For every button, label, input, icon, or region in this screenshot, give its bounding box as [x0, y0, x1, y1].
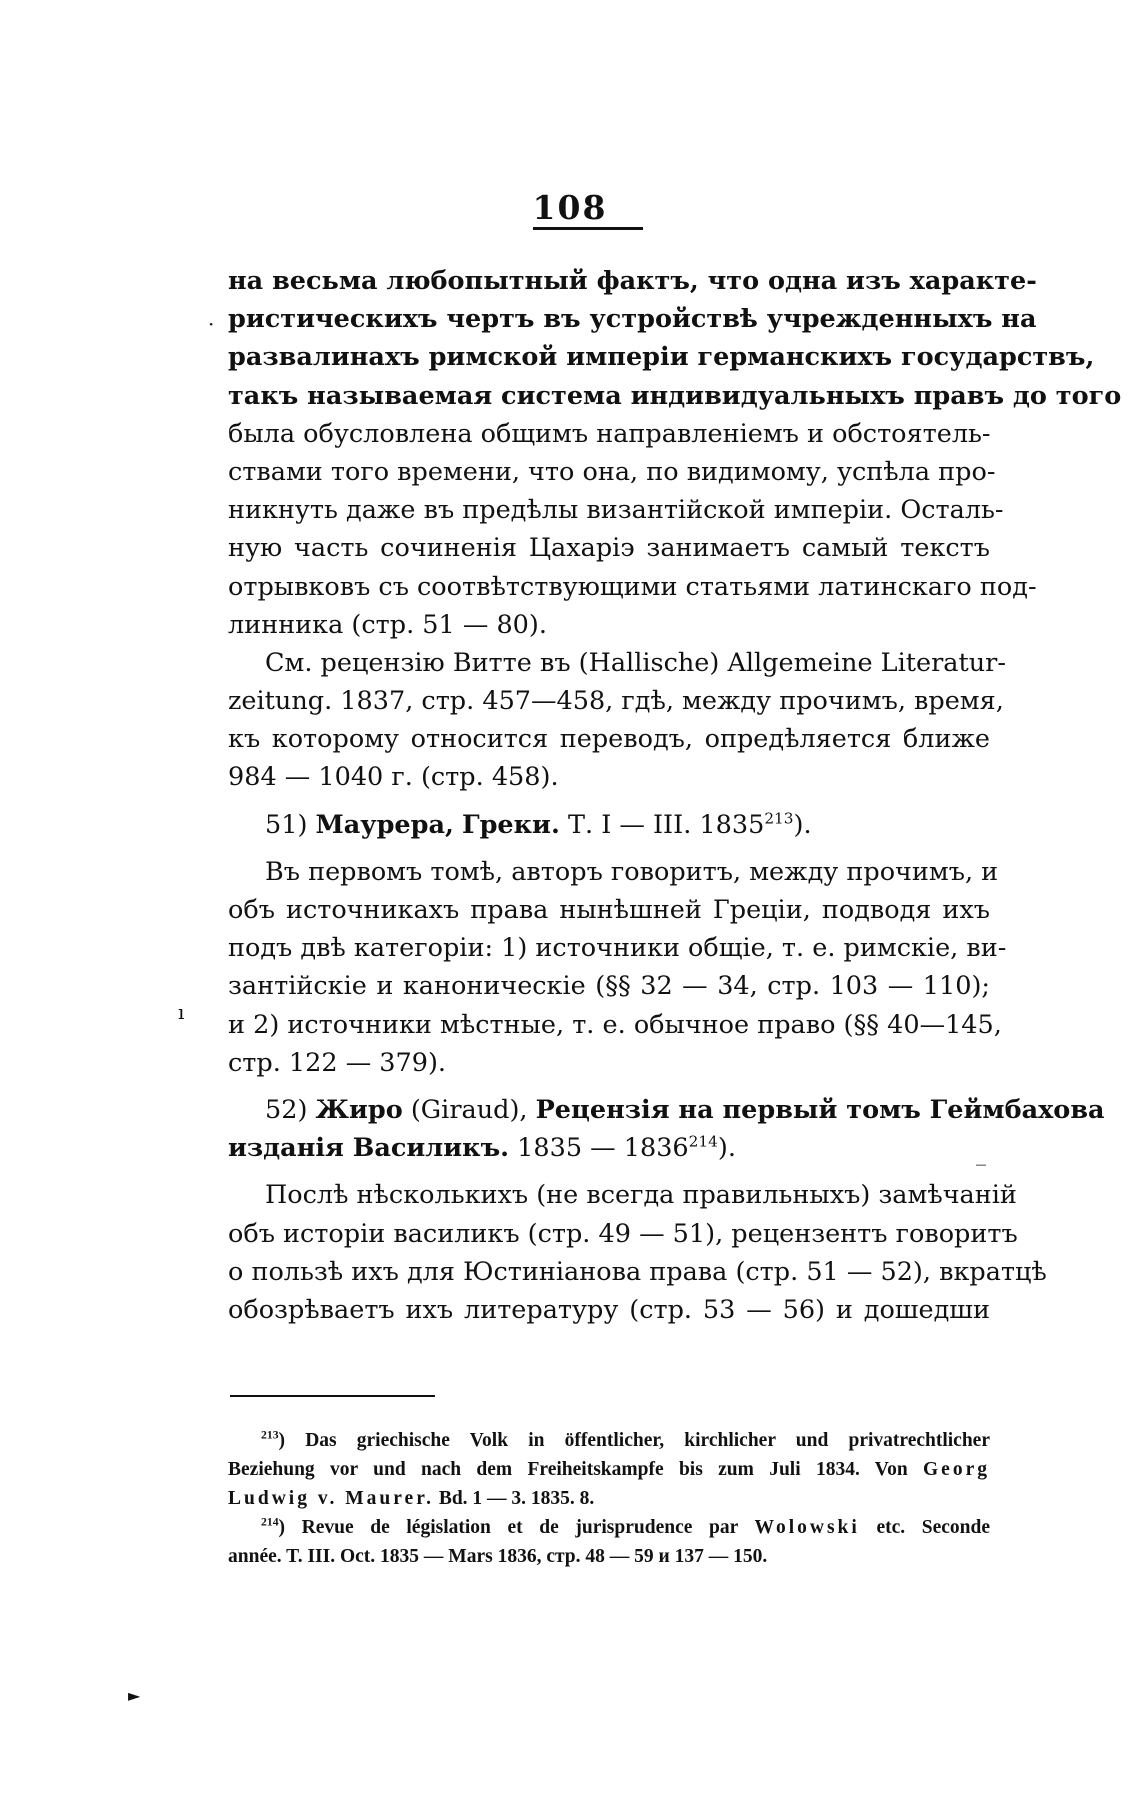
- text-line: линника (стр. 51 — 80).: [228, 609, 547, 640]
- footnote-separator: [230, 1395, 435, 1397]
- entry-details: 1835 — 1836: [517, 1133, 689, 1164]
- footnote-line: année. T. III. Oct. 1835 — Mars 1836, стр. 48 — 59 и 137 — 150.: [228, 1546, 768, 1567]
- footnote-mark: 213: [261, 1428, 279, 1442]
- footnote-mark: 214: [261, 1515, 279, 1529]
- bibliography-entry-51: [228, 806, 990, 844]
- text-line: обозрѣваетъ ихъ литературу (стр. 53 — 56) и дошедши: [228, 1294, 990, 1325]
- footnote-text: ) Revue de législation et de jurisprudence par: [278, 1517, 738, 1538]
- margin-speck: ·: [208, 312, 215, 336]
- entry-author: Маурера,: [315, 809, 454, 840]
- footnote-author: Ludwig v. Maurer.: [228, 1488, 434, 1509]
- text-line: Послѣ нѣсколькихъ (не всегда правильныхъ) замѣчаній: [265, 1180, 1017, 1211]
- footnote-line: [228, 1484, 990, 1513]
- text-line: на весьма любопытный фактъ, что одна изъ характе-: [228, 266, 1037, 296]
- entry-title: изданія Василикъ.: [228, 1133, 510, 1164]
- margin-speck: ı: [178, 1000, 185, 1024]
- bibliography-entry-52-cont: [228, 1129, 990, 1167]
- text-line: отрывковъ съ соотвѣтствующими статьями латинскаго под-: [228, 571, 1037, 602]
- text-line: 984 — 1040 г. (стр. 458).: [228, 762, 559, 793]
- corner-arrow-icon: ►: [128, 1686, 141, 1705]
- text-line: ную часть сочиненія Цахаріэ занимаетъ самый текстъ: [228, 533, 990, 564]
- entry-author-latin: (Giraud),: [410, 1094, 528, 1125]
- entry-title: Рецензія на первый томъ Геймбахова: [535, 1094, 1105, 1125]
- entry-close: ).: [717, 1133, 736, 1164]
- footnote-author: Wolowski: [754, 1517, 860, 1538]
- text-line: подъ двѣ категоріи: 1) источники общіе, т. е. римскіе, ви-: [228, 933, 1007, 964]
- text-line: ристическихъ чертъ въ устройствѣ учрежденныхъ на: [228, 304, 1037, 335]
- text-line: стр. 122 — 379).: [228, 1047, 447, 1078]
- footnotes: [228, 1426, 990, 1571]
- text-line: объ исторіи василикъ (стр. 49 — 51), рецензентъ говоритъ: [228, 1218, 1018, 1249]
- footnote-ref: 213: [764, 809, 794, 828]
- entry-title: Греки.: [461, 809, 560, 840]
- text-line: и 2) источники мѣстные, т. е. обычное право (§§ 40—145,: [228, 1009, 1002, 1040]
- text-line: ствами того времени, что она, по видимому, успѣла про-: [228, 456, 996, 487]
- footnote-214: [228, 1513, 990, 1542]
- entry-number: 52): [265, 1094, 308, 1125]
- entry-details: Т. I — III. 1835: [567, 809, 765, 840]
- footnote-text: ) Das griechische Volk in öffentlicher, kirchlicher und privatrechtlicher: [278, 1430, 990, 1451]
- footnote-author: Georg: [923, 1459, 990, 1480]
- text-line: См. рецензію Витте въ (Hallische) Allgemeine Literatur-: [265, 647, 1006, 678]
- text-line: Въ первомъ томѣ, авторъ говоритъ, между прочимъ, и: [265, 856, 999, 887]
- entry-author: Жиро: [315, 1094, 403, 1125]
- footnote-text: Bd. 1 — 3. 1835. 8.: [438, 1488, 595, 1509]
- footnote-text: etc. Seconde: [876, 1517, 991, 1538]
- footnote-ref: 214: [688, 1132, 718, 1151]
- text-line: о пользѣ ихъ для Юстиніанова права (стр. 51 — 52), вкратцѣ: [228, 1256, 1047, 1287]
- text-line: зантійскіе и каноническіе (§§ 32 — 34, стр. 103 — 110);: [228, 971, 990, 1002]
- page-number-rule: [533, 227, 643, 230]
- entry-close: ).: [793, 809, 812, 840]
- text-line: къ которому относится переводъ, опредѣляется ближе: [228, 724, 990, 755]
- footnote-line: [228, 1455, 990, 1484]
- footnote-text: Beziehung vor und nach dem Freiheitskampfe bis zum Juli 1834. Von: [228, 1459, 908, 1480]
- bibliography-entry-52: [228, 1091, 1105, 1129]
- text-line: была обусловлена общимъ направленіемъ и обстоятель-: [228, 418, 991, 449]
- main-text: [228, 262, 1122, 1329]
- text-line: объ источникахъ права нынѣшней Греціи, подводя ихъ: [228, 895, 990, 925]
- text-line: никнуть даже въ предѣлы византійской имперіи. Осталь-: [228, 495, 1004, 526]
- footnote-213: [228, 1426, 990, 1455]
- margin-speck: _: [976, 1142, 986, 1166]
- entry-number: 51): [265, 809, 308, 840]
- text-line: такъ называемая система индивидуальныхъ правъ до того: [228, 380, 1122, 411]
- text-line: развалинахъ римской имперіи германскихъ государствъ,: [228, 342, 1095, 373]
- text-line: zeitung. 1837, стр. 457—458, гдѣ, между прочимъ, время,: [228, 686, 1004, 717]
- page-number: 108: [532, 188, 608, 227]
